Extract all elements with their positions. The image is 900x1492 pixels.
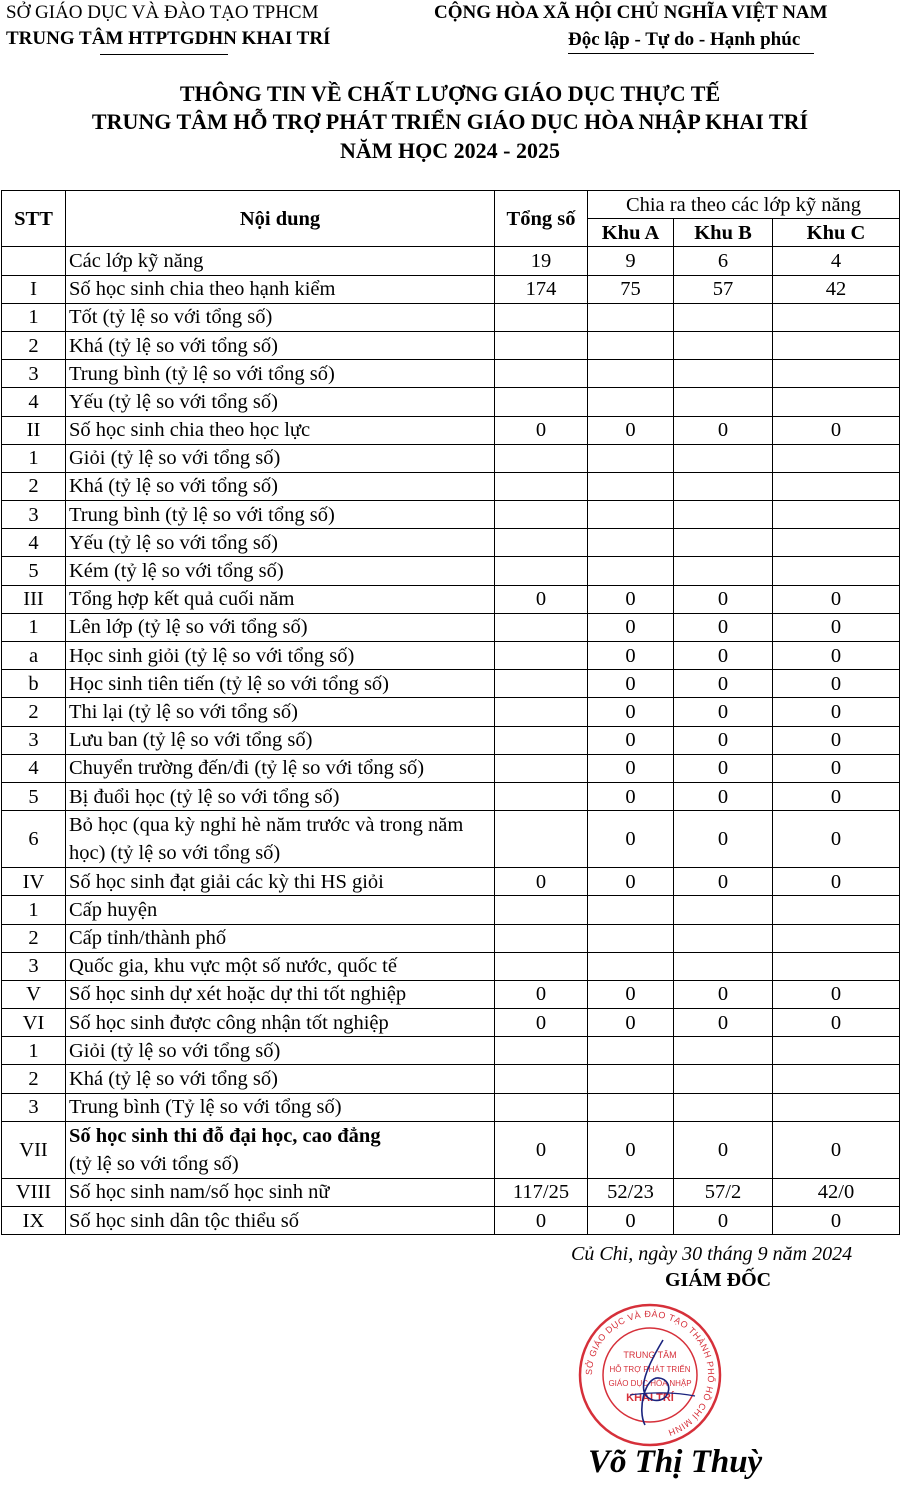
row-stt: 3 — [2, 360, 66, 388]
row-content: Thi lại (tỷ lệ so với tổng số) — [66, 698, 495, 726]
row-content: Cấp huyện — [66, 896, 495, 924]
row-khu-a: 0 — [588, 868, 674, 896]
row-khu-a: 0 — [588, 642, 674, 670]
table-row — [2, 952, 900, 980]
row-khu-a — [588, 952, 674, 980]
row-khu-a: 0 — [588, 416, 674, 444]
row-khu-c: 4 — [773, 247, 900, 275]
row-stt: 1 — [2, 896, 66, 924]
header-khu-a: Khu A — [588, 219, 674, 247]
svg-text:TRUNG TÂM: TRUNG TÂM — [623, 1350, 677, 1360]
row-khu-b: 0 — [674, 811, 773, 868]
row-stt: 2 — [2, 472, 66, 500]
row-content: Tốt (tỷ lệ so với tổng số) — [66, 303, 495, 331]
row-content: Số học sinh dự xét hoặc dự thi tốt nghiệp — [66, 980, 495, 1008]
national-motto: Độc lập - Tự do - Hạnh phúc — [568, 29, 801, 50]
table-row — [2, 726, 900, 754]
row-khu-c: 0 — [773, 585, 900, 613]
row-khu-a — [588, 501, 674, 529]
row-khu-c: 0 — [773, 670, 900, 698]
row-total — [495, 698, 588, 726]
row-stt: 2 — [2, 698, 66, 726]
table-row — [2, 613, 900, 641]
row-total — [495, 811, 588, 868]
row-khu-c — [773, 360, 900, 388]
table-row — [2, 698, 900, 726]
row-content: Số học sinh chia theo học lực — [66, 416, 495, 444]
row-khu-c — [773, 444, 900, 472]
row-khu-b — [674, 360, 773, 388]
row-total: 117/25 — [495, 1178, 588, 1206]
table-row — [2, 754, 900, 782]
row-total — [495, 642, 588, 670]
header-khu-c: Khu C — [773, 219, 900, 247]
row-content: Giỏi (tỷ lệ so với tổng số) — [66, 1037, 495, 1065]
row-khu-b — [674, 529, 773, 557]
header-stt: STT — [2, 191, 66, 247]
row-stt: 3 — [2, 1093, 66, 1121]
table-row — [2, 1121, 900, 1178]
quality-table — [1, 190, 900, 1235]
row-khu-b: 0 — [674, 613, 773, 641]
row-khu-a — [588, 896, 674, 924]
row-khu-b — [674, 1037, 773, 1065]
row-khu-b — [674, 388, 773, 416]
country-name: CỘNG HÒA XÃ HỘI CHỦ NGHĨA VIỆT NAM — [434, 2, 828, 23]
row-khu-c — [773, 1093, 900, 1121]
row-content: Lên lớp (tỷ lệ so với tổng số) — [66, 613, 495, 641]
doc-title-year: NĂM HỌC 2024 - 2025 — [340, 138, 560, 163]
svg-text:KHAI TRÍ: KHAI TRÍ — [626, 1392, 674, 1404]
row-total — [495, 388, 588, 416]
row-khu-c — [773, 472, 900, 500]
row-khu-c: 0 — [773, 416, 900, 444]
row-khu-b: 57 — [674, 275, 773, 303]
row-content: Số học sinh chia theo hạnh kiểm — [66, 275, 495, 303]
row-total — [495, 952, 588, 980]
row-content: Học sinh giỏi (tỷ lệ so với tổng số) — [66, 642, 495, 670]
row-total: 19 — [495, 247, 588, 275]
row-total — [495, 670, 588, 698]
row-khu-b — [674, 896, 773, 924]
table-row — [2, 472, 900, 500]
row-total — [495, 529, 588, 557]
row-khu-a — [588, 303, 674, 331]
table-row — [2, 501, 900, 529]
table-row — [2, 247, 900, 275]
row-khu-b — [674, 924, 773, 952]
row-content: Tổng hợp kết quả cuối năm — [66, 585, 495, 613]
table-row — [2, 1093, 900, 1121]
row-total — [495, 726, 588, 754]
row-content: Trung bình (Tỷ lệ so với tổng số) — [66, 1093, 495, 1121]
row-khu-b: 0 — [674, 698, 773, 726]
row-khu-c — [773, 388, 900, 416]
table-row — [2, 868, 900, 896]
row-content: Bị đuổi học (tỷ lệ so với tổng số) — [66, 782, 495, 810]
row-khu-a: 0 — [588, 782, 674, 810]
row-khu-c: 0 — [773, 698, 900, 726]
table-row — [2, 444, 900, 472]
row-stt: 3 — [2, 501, 66, 529]
row-total: 0 — [495, 1121, 588, 1178]
row-content: Số học sinh dân tộc thiểu số — [66, 1207, 495, 1235]
row-khu-c: 42 — [773, 275, 900, 303]
row-content-sub: (tỷ lệ so với tổng số) — [69, 1152, 239, 1175]
row-total — [495, 557, 588, 585]
table-row — [2, 275, 900, 303]
row-total — [495, 613, 588, 641]
table-row — [2, 529, 900, 557]
row-khu-b: 0 — [674, 1121, 773, 1178]
row-total: 0 — [495, 980, 588, 1008]
row-khu-a: 52/23 — [588, 1178, 674, 1206]
row-khu-c: 0 — [773, 811, 900, 868]
row-khu-a — [588, 472, 674, 500]
table-row — [2, 1009, 900, 1037]
row-content: Giỏi (tỷ lệ so với tổng số) — [66, 444, 495, 472]
row-stt: 4 — [2, 529, 66, 557]
row-total — [495, 501, 588, 529]
row-stt: 1 — [2, 303, 66, 331]
row-total — [495, 360, 588, 388]
table-row — [2, 924, 900, 952]
row-content: Kém (tỷ lệ so với tổng số) — [66, 557, 495, 585]
row-total — [495, 754, 588, 782]
row-khu-b: 0 — [674, 754, 773, 782]
row-stt: 3 — [2, 952, 66, 980]
row-content: Bỏ học (qua kỳ nghỉ hè năm trước và trong năm học) (tỷ lệ so với tổng số) — [66, 811, 495, 868]
row-khu-c — [773, 896, 900, 924]
row-content: Lưu ban (tỷ lệ so với tổng số) — [66, 726, 495, 754]
svg-text:SỞ GIÁO DỤC VÀ ĐÀO TẠO THÀNH P: SỞ GIÁO DỤC VÀ ĐÀO TẠO THÀNH PHỐ HỒ CHÍ MINH — [583, 1308, 717, 1438]
row-stt: 5 — [2, 557, 66, 585]
row-stt: 5 — [2, 782, 66, 810]
table-row — [2, 303, 900, 331]
row-khu-c — [773, 303, 900, 331]
row-total — [495, 782, 588, 810]
header-total: Tổng số — [495, 191, 588, 247]
header-split: Chia ra theo các lớp kỹ năng — [588, 191, 900, 219]
row-stt: IV — [2, 868, 66, 896]
row-khu-c: 0 — [773, 726, 900, 754]
row-stt: VI — [2, 1009, 66, 1037]
row-total: 0 — [495, 416, 588, 444]
table-row — [2, 331, 900, 359]
row-total — [495, 331, 588, 359]
row-stt: VIII — [2, 1178, 66, 1206]
row-khu-b — [674, 557, 773, 585]
row-khu-c: 0 — [773, 1121, 900, 1178]
row-total — [495, 444, 588, 472]
row-content: Quốc gia, khu vực một số nước, quốc tế — [66, 952, 495, 980]
row-stt: 4 — [2, 388, 66, 416]
row-khu-a: 0 — [588, 613, 674, 641]
table-row — [2, 585, 900, 613]
row-khu-c — [773, 557, 900, 585]
row-khu-c: 0 — [773, 980, 900, 1008]
row-content: Khá (tỷ lệ so với tổng số) — [66, 331, 495, 359]
doc-title-line1: THÔNG TIN VỀ CHẤT LƯỢNG GIÁO DỤC THỰC TẾ — [179, 81, 721, 106]
row-content: Yếu (tỷ lệ so với tổng số) — [66, 529, 495, 557]
row-khu-c — [773, 952, 900, 980]
row-total — [495, 472, 588, 500]
row-khu-a: 75 — [588, 275, 674, 303]
row-total — [495, 1093, 588, 1121]
row-khu-c: 0 — [773, 868, 900, 896]
row-khu-b — [674, 331, 773, 359]
row-khu-b — [674, 444, 773, 472]
table-row — [2, 896, 900, 924]
row-khu-b: 57/2 — [674, 1178, 773, 1206]
row-stt: 6 — [2, 811, 66, 868]
doc-title-line2: TRUNG TÂM HỖ TRỢ PHÁT TRIỂN GIÁO DỤC HÒA NHẬP KHAI TRÍ — [91, 109, 809, 134]
row-total — [495, 303, 588, 331]
sign-date: Củ Chi, ngày 30 tháng 9 năm 2024 — [571, 1243, 853, 1265]
row-khu-a — [588, 557, 674, 585]
center-name: TRUNG TÂM HTPTGDHN KHAI TRÍ — [6, 28, 331, 49]
row-khu-c — [773, 501, 900, 529]
row-stt: III — [2, 585, 66, 613]
row-total — [495, 1065, 588, 1093]
row-khu-b: 0 — [674, 416, 773, 444]
official-stamp-icon — [575, 1300, 725, 1450]
row-khu-b: 0 — [674, 1009, 773, 1037]
table-row — [2, 1037, 900, 1065]
row-total: 174 — [495, 275, 588, 303]
row-khu-b — [674, 501, 773, 529]
row-stt: II — [2, 416, 66, 444]
row-khu-a: 0 — [588, 980, 674, 1008]
row-khu-b: 0 — [674, 782, 773, 810]
row-content: Khá (tỷ lệ so với tổng số) — [66, 1065, 495, 1093]
row-khu-a — [588, 1037, 674, 1065]
row-total: 0 — [495, 868, 588, 896]
signer-name: Võ Thị Thuỳ — [588, 1444, 763, 1480]
row-khu-b: 0 — [674, 670, 773, 698]
row-content: Số học sinh nam/số học sinh nữ — [66, 1178, 495, 1206]
row-stt: 3 — [2, 726, 66, 754]
row-khu-a — [588, 529, 674, 557]
header-content: Nội dung — [66, 191, 495, 247]
row-content: Số học sinh đạt giải các kỳ thi HS giỏi — [66, 868, 495, 896]
row-khu-a — [588, 1065, 674, 1093]
table-row — [2, 1178, 900, 1206]
row-khu-a — [588, 388, 674, 416]
header-left-underline — [100, 54, 228, 55]
table-row — [2, 1207, 900, 1235]
row-khu-c: 0 — [773, 782, 900, 810]
row-khu-a: 0 — [588, 754, 674, 782]
table-row — [2, 642, 900, 670]
row-stt: V — [2, 980, 66, 1008]
table-row — [2, 360, 900, 388]
row-content: Chuyển trường đến/đi (tỷ lệ so với tổng số) — [66, 754, 495, 782]
row-khu-a — [588, 331, 674, 359]
row-khu-a: 0 — [588, 698, 674, 726]
row-khu-b: 0 — [674, 980, 773, 1008]
row-total — [495, 924, 588, 952]
row-content: Các lớp kỹ năng — [66, 247, 495, 275]
row-khu-c — [773, 331, 900, 359]
header-khu-b: Khu B — [674, 219, 773, 247]
row-khu-a — [588, 444, 674, 472]
row-khu-a — [588, 1093, 674, 1121]
row-stt: 1 — [2, 1037, 66, 1065]
row-khu-c: 0 — [773, 1009, 900, 1037]
row-khu-b — [674, 472, 773, 500]
row-khu-c: 0 — [773, 754, 900, 782]
table-row — [2, 1065, 900, 1093]
row-stt: a — [2, 642, 66, 670]
table-body — [2, 247, 900, 1235]
row-khu-b: 0 — [674, 868, 773, 896]
row-stt: VII — [2, 1121, 66, 1178]
row-khu-a: 0 — [588, 1207, 674, 1235]
row-content: Khá (tỷ lệ so với tổng số) — [66, 472, 495, 500]
table-row — [2, 557, 900, 585]
row-content — [66, 1121, 495, 1178]
row-khu-b: 0 — [674, 585, 773, 613]
row-stt: I — [2, 275, 66, 303]
row-khu-b: 0 — [674, 726, 773, 754]
row-content: Trung bình (tỷ lệ so với tổng số) — [66, 360, 495, 388]
table-row — [2, 782, 900, 810]
row-khu-c: 0 — [773, 642, 900, 670]
table-row — [2, 388, 900, 416]
sign-title: GIÁM ĐỐC — [665, 1269, 772, 1291]
row-khu-a: 0 — [588, 585, 674, 613]
row-khu-a: 0 — [588, 670, 674, 698]
row-stt: 4 — [2, 754, 66, 782]
header-right-underline — [568, 53, 814, 54]
row-khu-b — [674, 1065, 773, 1093]
row-content: Trung bình (tỷ lệ so với tổng số) — [66, 501, 495, 529]
row-khu-c — [773, 529, 900, 557]
row-khu-b: 0 — [674, 1207, 773, 1235]
row-khu-b — [674, 1093, 773, 1121]
row-khu-b — [674, 303, 773, 331]
row-stt: 2 — [2, 331, 66, 359]
row-khu-b: 0 — [674, 642, 773, 670]
row-khu-a: 9 — [588, 247, 674, 275]
row-content: Học sinh tiên tiến (tỷ lệ so với tổng số) — [66, 670, 495, 698]
row-khu-a — [588, 360, 674, 388]
row-stt: 2 — [2, 1065, 66, 1093]
row-stt: 2 — [2, 924, 66, 952]
row-khu-c — [773, 1037, 900, 1065]
row-khu-c: 0 — [773, 1207, 900, 1235]
row-stt: 1 — [2, 613, 66, 641]
row-total — [495, 896, 588, 924]
row-content: Cấp tỉnh/thành phố — [66, 924, 495, 952]
row-khu-a — [588, 924, 674, 952]
row-stt: b — [2, 670, 66, 698]
row-khu-a: 0 — [588, 811, 674, 868]
row-khu-a: 0 — [588, 726, 674, 754]
row-content: Yếu (tỷ lệ so với tổng số) — [66, 388, 495, 416]
svg-text:HỖ TRỢ PHÁT TRIỂN: HỖ TRỢ PHÁT TRIỂN — [609, 1365, 691, 1374]
row-stt: 1 — [2, 444, 66, 472]
row-khu-a: 0 — [588, 1009, 674, 1037]
row-content-main: Số học sinh thi đỗ đại học, cao đẳng — [69, 1124, 381, 1147]
table-row — [2, 980, 900, 1008]
table-row — [2, 670, 900, 698]
table-row — [2, 811, 900, 868]
row-khu-b: 6 — [674, 247, 773, 275]
row-total: 0 — [495, 1207, 588, 1235]
row-khu-c — [773, 1065, 900, 1093]
row-stt: IX — [2, 1207, 66, 1235]
row-total: 0 — [495, 1009, 588, 1037]
row-total: 0 — [495, 585, 588, 613]
table-row — [2, 416, 900, 444]
row-khu-b — [674, 952, 773, 980]
row-stt — [2, 247, 66, 275]
department-name: SỞ GIÁO DỤC VÀ ĐÀO TẠO TPHCM — [6, 2, 319, 23]
svg-text:GIÁO DỤC HÒA NHẬP: GIÁO DỤC HÒA NHẬP — [608, 1379, 692, 1388]
row-khu-c: 42/0 — [773, 1178, 900, 1206]
row-khu-a: 0 — [588, 1121, 674, 1178]
row-content: Số học sinh được công nhận tốt nghiệp — [66, 1009, 495, 1037]
row-khu-c — [773, 924, 900, 952]
row-total — [495, 1037, 588, 1065]
row-khu-c: 0 — [773, 613, 900, 641]
